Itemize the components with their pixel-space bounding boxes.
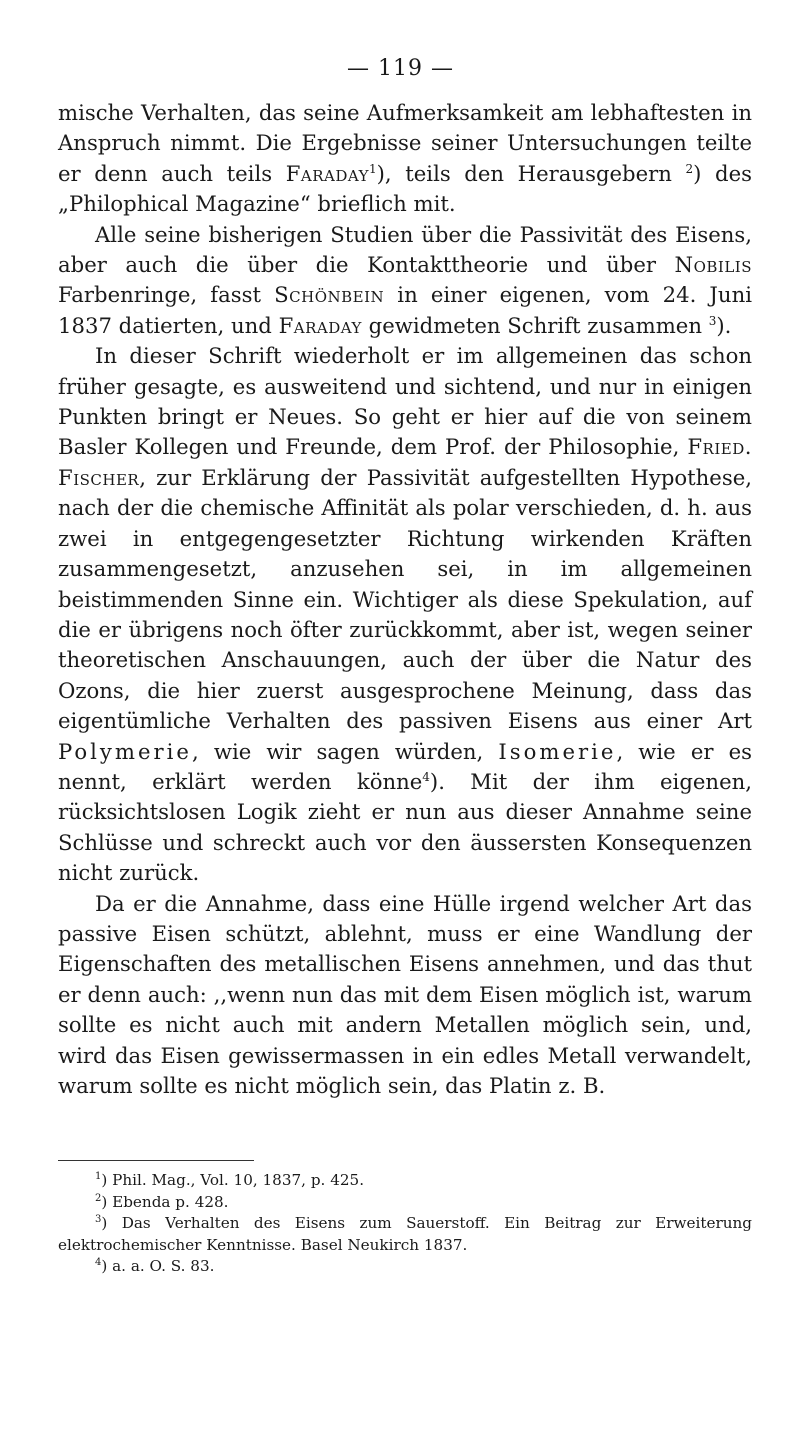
- page-number: — 119 —: [347, 56, 454, 81]
- paragraph-2: Alle seine bisherigen Studien über die Passivität des Eisens, aber auch die über die Kontakttheorie und über Nobilis Farbenringe, fasst Schönbein in einer eigenen, vom 24. Juni 1837 datierten, und Faraday gewidmeten Schrift zusammen $^3$).: [58, 221, 752, 338]
- footnote-divider: [58, 1160, 254, 1161]
- term-isomerie: Isomerie: [498, 738, 617, 764]
- footnote-ref-4: 4: [422, 769, 430, 784]
- name-schoenbein: Schönbein: [274, 282, 385, 308]
- footnotes: [58, 1170, 752, 1278]
- paragraph-1: mische Verhalten, das seine Aufmerksamkeit am lebhaftesten in Anspruch nimmt. Die Ergebnisse seiner Untersuchungen teilte er denn auch teils Faraday$^1$), teils den Herausgebern $^2$) des „Philophical Magazine“ brieflich mit.: [58, 100, 752, 217]
- footnote-ref-2: 2: [685, 161, 694, 176]
- name-faraday: Faraday: [278, 312, 362, 338]
- footnote-1: $^1$) Phil. Mag., Vol. 10, 1837, p. 425.: [95, 1171, 365, 1189]
- footnote-ref-3: 3: [708, 313, 717, 328]
- name-nobilis: Nobilis: [674, 252, 752, 278]
- name-faraday: Faraday: [285, 160, 370, 186]
- name-fischer: Fried. Fischer: [58, 434, 752, 490]
- paragraph-3: In dieser Schrift wiederholt er im allgemeinen das schon früher gesagte, es ausweitend und sichtend, und nur in einigen Punkten bringt er Neues. So geht er hier auf die von seinem Basler Kollegen und Freunde, dem Prof. der Philosophie, Fried. Fischer, zur Erklärung der Passivität aufgestellten Hypothese, nach der die chemische Affinität als polar verschieden, d. h. aus zwei in entgegengesetzter Richtung wirkenden Kräften zusammengesetzt, anzusehen sei, in im allgemeinen beistimmenden Sinne ein. Wichtiger als diese Spekulation, auf die er übrigens noch öfter zurückkommt, aber ist, wegen seiner theoretischen Anschauungen, auch der über die Natur des Ozons, die hier zuerst ausgesprochene Meinung, dass das eigentümliche Verhalten des passiven Eisens aus einer Art Polymerie, wie wir sagen würden, Isomerie, wie er es nennt, erklärt werden könne$^4$). Mit der ihm eigenen, rücksichtslosen Logik zieht er nun aus dieser Annahme seine Schlüsse und schreckt auch vor den äussersten Konsequenzen nicht zurück.: [58, 343, 752, 886]
- footnote-3: $^3$) Das Verhalten des Eisens zum Sauerstoff. Ein Beitrag zur Erweiterung elektrochemischer Kenntnisse. Basel Neukirch 1837.: [58, 1214, 752, 1254]
- footnote-ref-1: 1: [369, 161, 377, 176]
- term-polymerie: Polymerie: [58, 738, 192, 764]
- paragraph-4: Da er die Annahme, dass eine Hülle irgend welcher Art das passive Eisen schützt, ablehnt, muss er eine Wandlung der Eigenschaften des metallischen Eisens annehmen, und das thut er denn auch: ,,wenn nun das mit dem Eisen möglich ist, warum sollte es nicht auch mit andern Metallen möglich sein, und, wird das Eisen gewissermassen in ein edles Metall verwandelt, warum sollte es nicht möglich sein, das Platin z. B.: [58, 890, 752, 1098]
- footnote-4: $^4$) a. a. O. S. 83.: [95, 1257, 215, 1275]
- body-text: [58, 98, 752, 1101]
- footnote-2: $^2$) Ebenda p. 428.: [95, 1192, 229, 1211]
